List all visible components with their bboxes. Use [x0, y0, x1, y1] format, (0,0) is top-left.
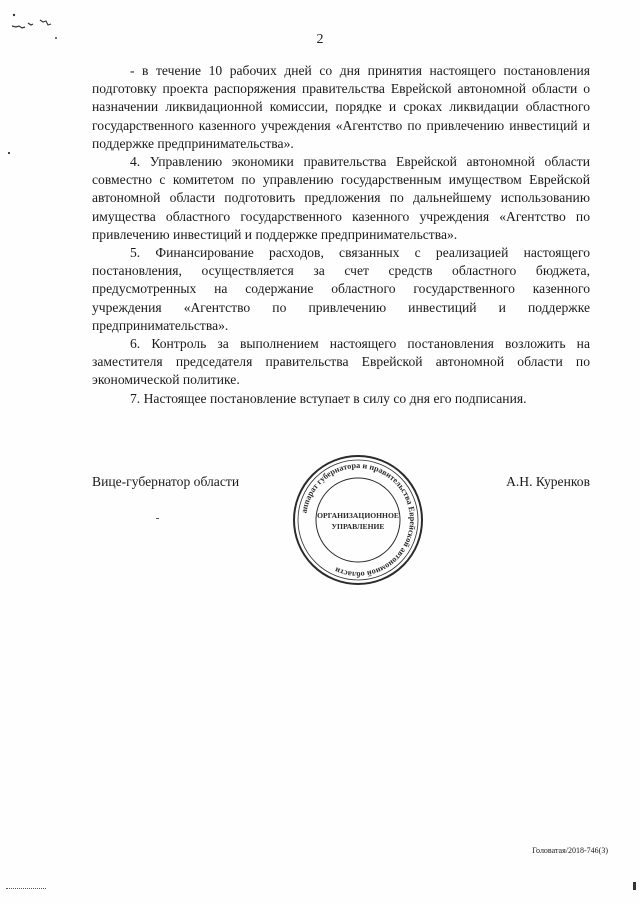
scan-edge-mark [6, 888, 46, 891]
official-stamp [290, 452, 426, 588]
paragraph-liquidation-commission: - в течение 10 рабочих дней со дня принятия настоящего постановления подготовку проекта распоряжения правительства Еврейской автономной области о назначении ликвидационной комиссии, порядке и сроках ликвидации областного государственного казенного учреждения «Агентство по привлечению инвестиций и поддержке предпринимательства». [92, 63, 590, 151]
paragraph-item-7: 7. Настоящее постановление вступает в силу со дня его подписания. [130, 390, 527, 406]
paragraph-item-4: 4. Управлению экономики правительства Еврейской автономной области совместно с комитетом по управлению государственным имуществом Еврейской автономной области подготовить предложения по дальнейшему использованию имущества областного государственного казенного учреждения «Агентство по привлечению инвестиций и поддержке предпринимательства». [92, 154, 590, 242]
scan-speck [156, 518, 159, 519]
stamp-center-line-2: УПРАВЛЕНИЕ [331, 522, 385, 531]
signatory-name: А.Н. Куренков [506, 474, 590, 489]
scan-edge-mark [633, 882, 636, 890]
page-number: 2 [316, 32, 324, 47]
stamp-ring-text: аппарат губернатора и правительства Еврейской автономной области [299, 460, 418, 580]
stamp-center-line-1: ОРГАНИЗАЦИОННОЕ [317, 511, 399, 520]
paragraph-item-5: 5. Финансирование расходов, связанных с реализацией настоящего постановления, осуществляется за счет средств областного бюджета, предусмотренных на содержание областного государственного казенного учреждения «Агентство по привлечению инвестиций и поддержке предпринимательства». [92, 245, 590, 333]
scan-speck [8, 152, 10, 154]
document-body [92, 62, 590, 408]
signatory-title: Вице-губернатор области [92, 474, 240, 489]
paragraph-item-6: 6. Контроль за выполнением настоящего постановления возложить на заместителя председателя правительства Еврейской автономной области по экономической политике. [92, 336, 590, 388]
document-footer-code: Головатая/2018-746(3) [532, 846, 608, 855]
